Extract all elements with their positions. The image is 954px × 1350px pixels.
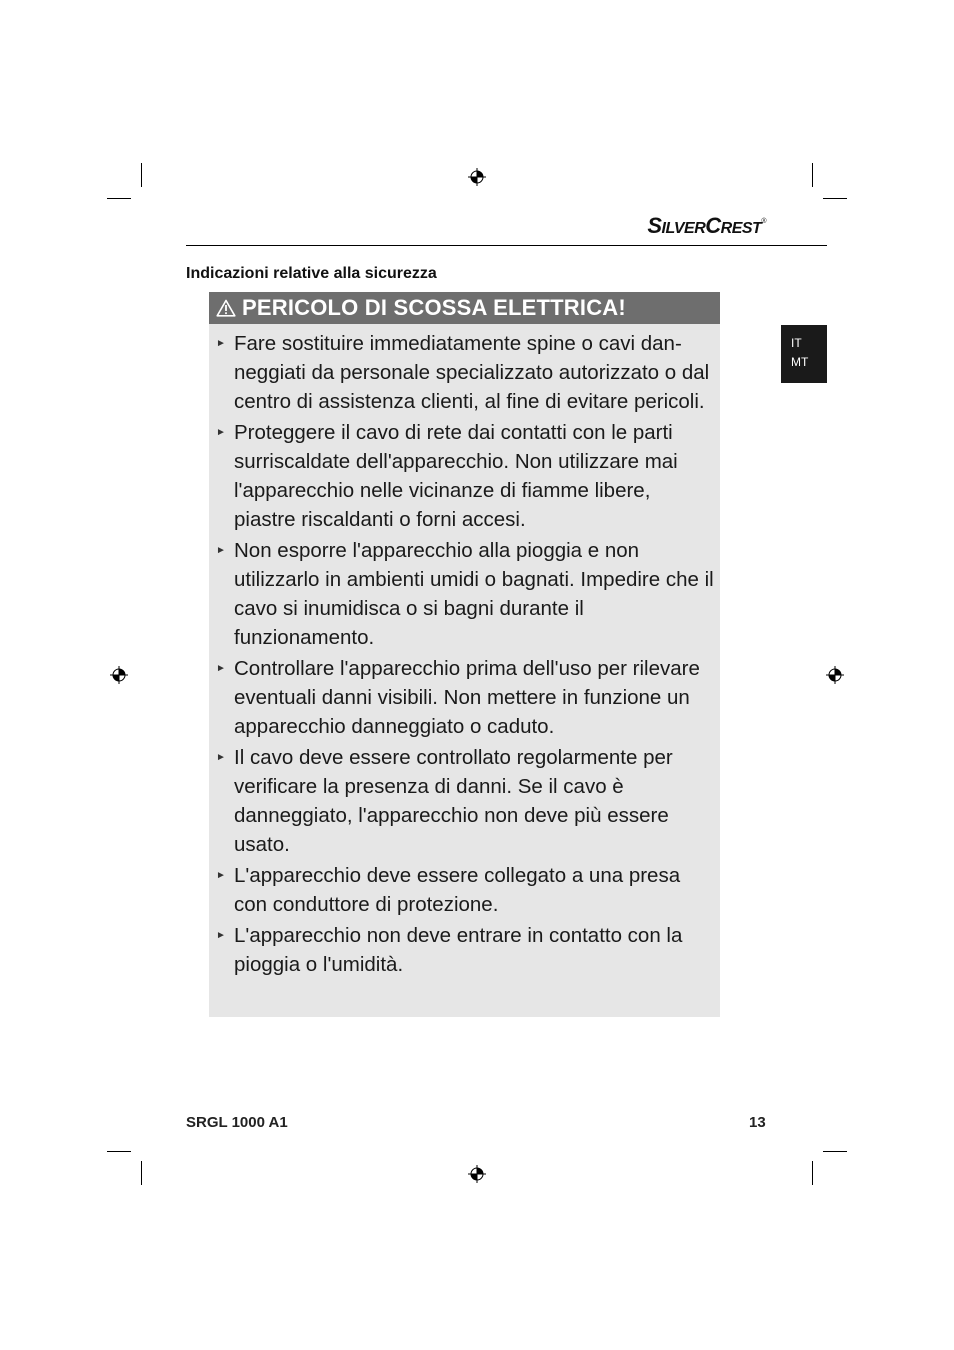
language-code: IT (791, 336, 802, 350)
header-rule (186, 245, 827, 246)
triangle-right-icon: ► (216, 930, 226, 941)
warning-title: PERICOLO DI SCOSSA ELETTRICA! (242, 295, 626, 320)
crop-mark (823, 198, 847, 199)
brand-initial: C (705, 213, 721, 238)
crop-mark (812, 163, 813, 187)
list-item-text: L'apparecchio non deve entrare in contatto con la pioggia o l'umidità. (234, 924, 683, 976)
list-item-text: Fare sostituire immediatamente spine o cavi dan-neggiati da personale specializzato autorizzato o dal centro di assistenza clienti, al fine di evitare pericoli. (234, 332, 710, 413)
triangle-right-icon: ► (216, 545, 226, 556)
brand-logo (647, 213, 766, 239)
triangle-right-icon: ► (216, 752, 226, 763)
registration-mark-icon (826, 666, 844, 684)
list-item (209, 329, 720, 416)
registered-mark: ® (761, 218, 766, 225)
warning-box (209, 292, 720, 1017)
crop-mark (107, 1151, 131, 1152)
triangle-right-icon: ► (216, 427, 226, 438)
language-code: MT (791, 355, 809, 369)
warning-triangle-icon (216, 299, 236, 317)
list-item (209, 654, 720, 741)
list-item-text: L'apparecchio deve essere collegato a una presa con conduttore di protezione. (234, 864, 681, 916)
page-number: 13 (749, 1114, 766, 1131)
crop-mark (812, 1161, 813, 1185)
language-tab (781, 325, 827, 383)
footer-model: SRGL 1000 A1 (186, 1114, 288, 1131)
warning-header (209, 292, 720, 324)
brand-text: REST (720, 220, 762, 237)
list-item-text: Proteggere il cavo di rete dai contatti con le parti surriscaldate dell'apparecchio. Non utilizzare mai l'apparecchio nelle vicinanze di fiamme libere, piastre riscaldanti o forni accesi. (234, 421, 678, 531)
registration-mark-icon (468, 168, 486, 186)
crop-mark (141, 163, 142, 187)
registration-mark-icon (468, 1165, 486, 1183)
list-item (209, 921, 720, 979)
list-item (209, 536, 720, 652)
list-item (209, 861, 720, 919)
brand-text: ILVER (661, 220, 706, 237)
crop-mark (107, 198, 131, 199)
triangle-right-icon: ► (216, 870, 226, 881)
list-item-text: Controllare l'apparecchio prima dell'uso per rilevare eventuali danni visibili. Non mettere in funzione un apparecchio danneggiato o caduto. (234, 657, 700, 738)
crop-mark (141, 1161, 142, 1185)
list-item (209, 418, 720, 534)
triangle-right-icon: ► (216, 338, 226, 349)
brand-initial: S (647, 213, 662, 238)
section-title: Indicazioni relative alla sicurezza (186, 265, 437, 282)
warning-list (209, 324, 720, 979)
registration-mark-icon (110, 666, 128, 684)
list-item-text: Il cavo deve essere controllato regolarmente per verificare la presenza di danni. Se il cavo è danneggiato, l'apparecchio non deve più essere usato. (234, 746, 673, 856)
triangle-right-icon: ► (216, 663, 226, 674)
crop-mark (823, 1151, 847, 1152)
list-item (209, 743, 720, 859)
list-item-text: Non esporre l'apparecchio alla pioggia e non utilizzarlo in ambienti umidi o bagnati. Impedire che il cavo si inumidisca o si bagni durante il funzionamento. (234, 539, 714, 649)
